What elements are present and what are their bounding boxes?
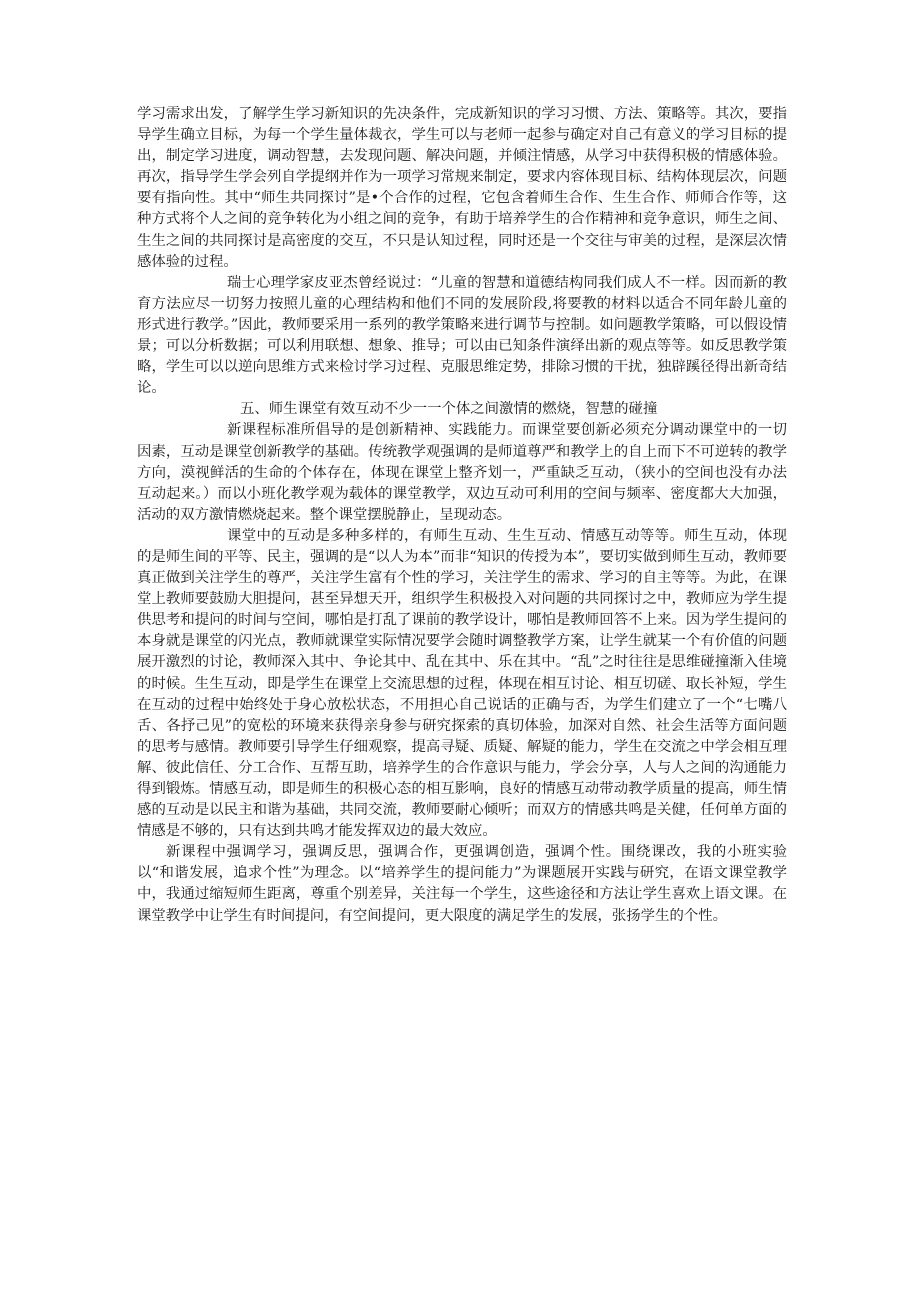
paragraph-goal-setting: 学习需求出发，了解学生学习新知识的先决条件，完成新知识的学习习惯、方法、策略等。其次，要指导学生确立目标，为每一个学生量体裁衣，学生可以与老师一起参与确定对自己有意义的学习目标的提出，制定学习进度，调动智慧，去发现问题、解决问题，并倾注情感，从学习中获得积极的情感体验。再次，指导学生学会列自学提纲并作为一项学习常规来制定，要求内容体现目标、结构体现层次，问题要有指向性。其中“师生共同探讨”是•个合作的过程，它包含着师生合作、生生合作、师师合作等，这种方式将个人之间的竞争转化为小组之间的竞争，有助于培养学生的合作精神和竞争意识，师生之间、生生之间的共同探讨是高密度的交互，不只是认知过程，同时还是一个交往与审美的过程，是深层次情感体验的过程。 — [137, 106, 787, 270]
paragraph-conclusion: 新课程中强调学习，强调反思，强调合作，更强调创造，强调个性。围绕课改，我的小班实验以“和谐发展，追求个性”为理念。以“培养学生的提问能力”为课题展开实践与研究，在语文课堂教学中，我通过缩短师生距离，尊重个别差异，关注每一个学生，这些途径和方法让学生喜欢上语文课。在课堂教学中让学生有时间提问，有空间提问，更大限度的满足学生的发展，张扬学生的个性。 — [137, 844, 787, 924]
document-page — [137, 104, 787, 927]
section-heading-interaction: 五、师生课堂有效互动不少一一个体之间激情的燃烧，智慧的碰撞 — [240, 401, 658, 418]
paragraph-new-curriculum: 新课程标准所倡导的是创新精神、实践能力。而课堂要创新必须充分调动课堂中的一切因素，互动是课堂创新教学的基础。传统教学观强调的是师道尊严和教学上的自上而下不可逆转的教学方向，漠视鲜活的生命的个体存在，体现在课堂上整齐划一，严重缺乏互动，（狭小的空间也没有办法互动起来。）而以小班化教学观为载体的课堂教学，双边互动可利用的空间与频率、密度都大大加强，活动的双方激情燃烧起来。整个课堂摆脱静止，呈现动态。 — [137, 422, 787, 523]
paragraph-piaget-strategies: 瑞士心理学家皮亚杰曾经说过：“儿童的智慧和道德结构同我们成人不一样。因而新的教育方法应尽一切努力按照儿童的心理结构和他们不同的发展阶段,将要教的材料以适合不同年龄儿童的形式进行教学。”因此，教师要采用一系列的教学策略来进行调节与控制。如问题教学策略，可以假设情景；可以分析数据；可以利用联想、想象、推导；可以由已知条件演绎出新的观点等等。如反思教学策略，学生可以以逆向思维方式来检讨学习过程、克服思维定势，排除习惯的干扰，独辟蹊径得出新奇结论。 — [137, 274, 787, 397]
paragraph-classroom-interaction: 课堂中的互动是多种多样的，有师生互动、生生互动、情感互动等等。师生互动，体现的是师生间的平等、民主，强调的是“以人为本”而非“知识的传授为本”，要切实做到师生互动，教师要真正做到关注学生的尊严，关注学生富有个性的学习，关注学生的需求、学习的自主等等。为此，在课堂上教师要鼓励大胆提问，甚至异想天开，组织学生积极投入对问题的共同探讨之中，教师应为学生提供思考和提问的时间与空间，哪怕是打乱了课前的教学设计，哪怕是教师回答不上来。因为学生提问的本身就是课堂的闪光点，教师就课堂实际情况要学会随时调整教学方案，让学生就某一个有价值的问题展开激烈的讨论，教师深入其中、争论其中、乱在其中、乐在其中。“乱”之时往往是思维碰撞渐入佳境的时候。生生互动，即是学生在课堂上交流思想的过程，体现在相互讨论、相互切磋、取长补短，学生在互动的过程中始终处于身心放松状态，不用担心自己说话的正确与否，为学生们建立了一个“七嘴八舌、各抒己见”的宽松的环境来获得亲身参与研究探索的真切体验，加深对自然、社会生活等方面问题的思考与感情。教师要引导学生仔细观察，提高寻疑、质疑、解疑的能力，学生在交流之中学会相互理解、彼此信任、分工合作、互帮互助，培养学生的合作意识与能力，学会分享，人与人之间的沟通能力得到锻炼。情感互动，即是师生的积极心态的相互影响，良好的情感互动带动教学质量的提高，师生情感的互动是以民主和谐为基础，共同交流，教师要耐心倾听；而双方的情感共鸣是关健，任何单方面的情感是不够的，只有达到共鸣才能发挥双边的最大效应。 — [137, 527, 787, 840]
